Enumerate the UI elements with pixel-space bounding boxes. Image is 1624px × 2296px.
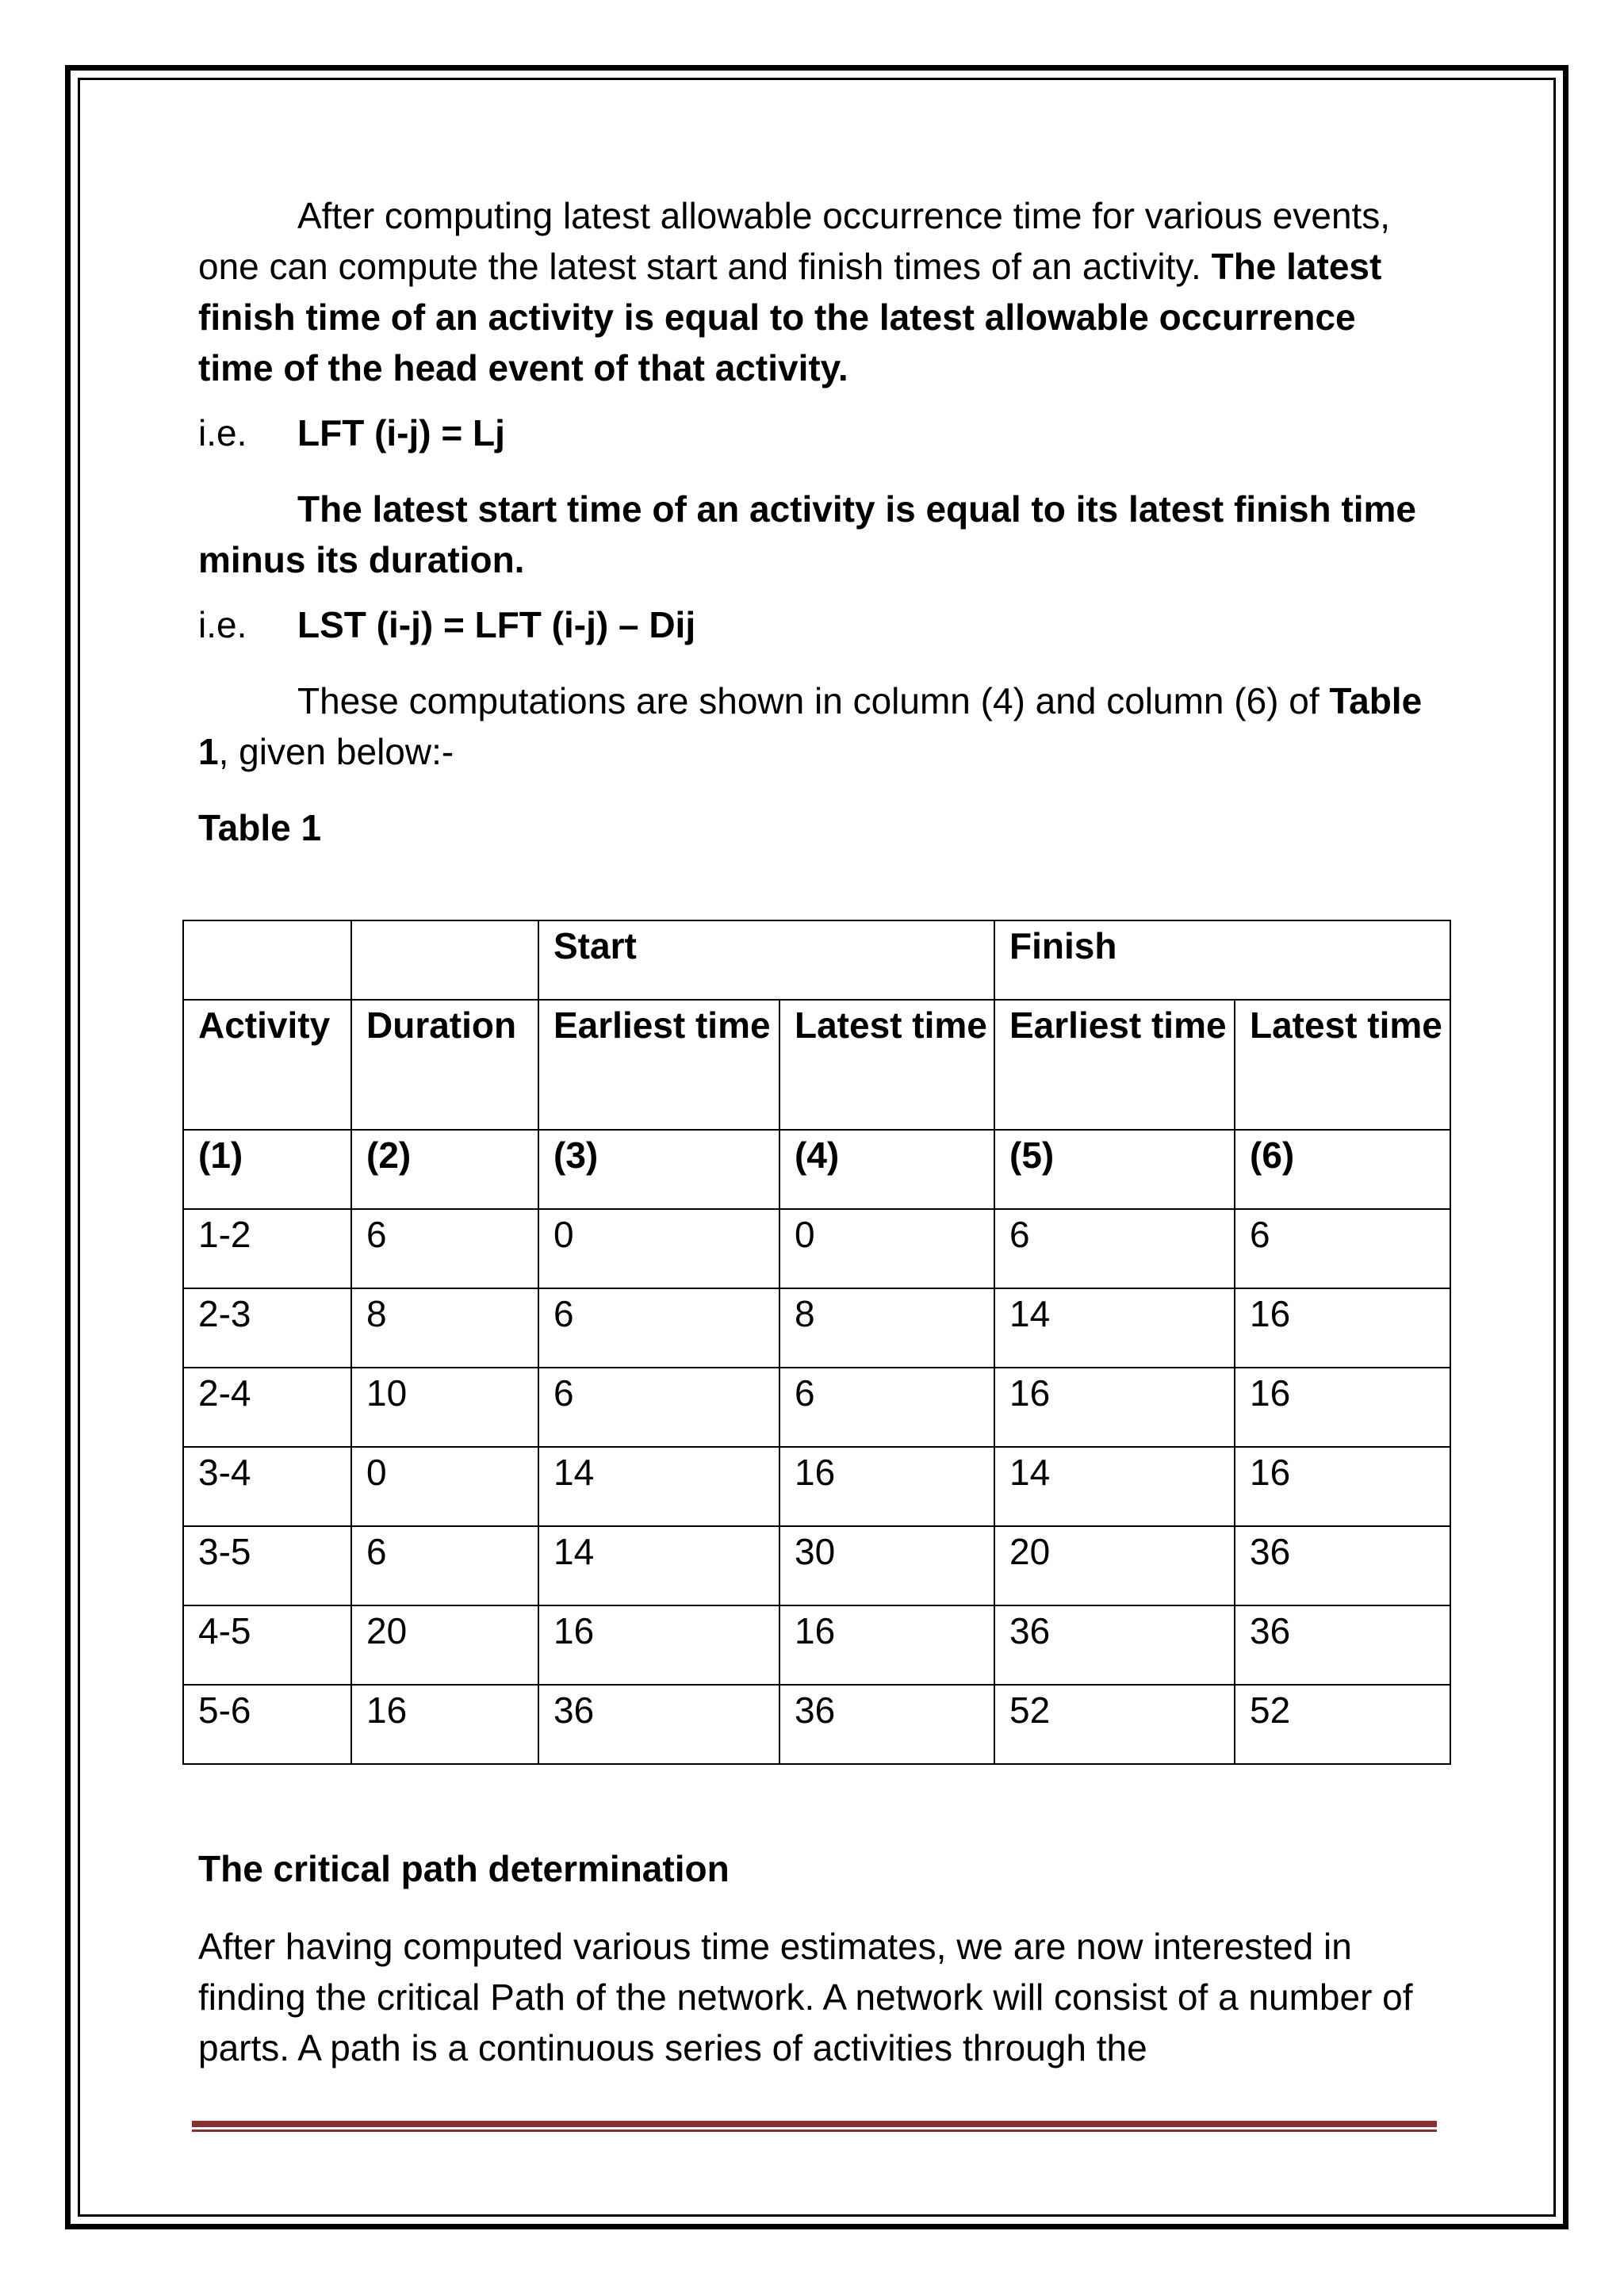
table-cell: 8 [779, 1288, 994, 1368]
table-row [183, 1605, 1450, 1685]
lst-definition: The latest start time of an activity is equal to its latest finish time minus its duration. [198, 488, 1417, 580]
table-cell: 6 [779, 1368, 994, 1447]
table-cell: 4-5 [183, 1605, 351, 1685]
computations-suffix: , given below:- [218, 731, 454, 772]
intro-bold-text: The latest finish time of an activity is equal to the latest allowable occurrence time of the head event of that activity. [198, 246, 1382, 388]
section-body: After having computed various time estimates, we are now interested in finding the critical Path of the network. A network will consist of a number of parts. A path is a continuous series of activities through the [198, 1926, 1413, 2068]
lft-formula [198, 408, 1435, 458]
table-cell: 20 [994, 1526, 1235, 1605]
table-cell: 16 [1235, 1447, 1450, 1526]
table-cell: 36 [1235, 1605, 1450, 1685]
table-row [183, 1368, 1450, 1447]
table-row [183, 1288, 1450, 1368]
table-cell: 6 [1235, 1209, 1450, 1288]
table-cell: 16 [994, 1368, 1235, 1447]
table-1 [182, 920, 1451, 1765]
table-cell: 14 [994, 1447, 1235, 1526]
table-row [183, 1447, 1450, 1526]
column-number: (1) [183, 1130, 351, 1209]
table-cell: 14 [994, 1288, 1235, 1368]
table-cell: 30 [779, 1526, 994, 1605]
table-cell: 6 [538, 1368, 779, 1447]
table-cell: 36 [779, 1685, 994, 1764]
finish-group-header: Finish [994, 920, 1450, 1000]
footer-rule-thin [192, 2130, 1437, 2132]
start-group-header: Start [538, 920, 994, 1000]
lft-formula-expression: LFT (i-j) = Lj [297, 412, 505, 453]
column-number: (2) [351, 1130, 538, 1209]
finish-latest-header: Latest time [1235, 1000, 1450, 1130]
table-cell: 10 [351, 1368, 538, 1447]
table-cell: 16 [779, 1447, 994, 1526]
lft-formula-prefix: i.e. [198, 412, 247, 453]
column-number: (4) [779, 1130, 994, 1209]
page-content [198, 190, 1435, 853]
column-number: (6) [1235, 1130, 1450, 1209]
table-cell: 36 [1235, 1526, 1450, 1605]
table-row [183, 1685, 1450, 1764]
column-number: (5) [994, 1130, 1235, 1209]
table-cell: 6 [351, 1526, 538, 1605]
computations-text: These computations are shown in column (4) and column (6) of [297, 680, 1320, 721]
table-cell: 6 [538, 1288, 779, 1368]
table-cell: 16 [538, 1605, 779, 1685]
table-reference: Table 1 [198, 680, 1423, 772]
table-group-header-row [183, 920, 1450, 1000]
table-cell: 36 [538, 1685, 779, 1764]
table-cell: 2-3 [183, 1288, 351, 1368]
table-cell: 3-5 [183, 1526, 351, 1605]
table-cell: 36 [994, 1605, 1235, 1685]
table-cell: 5-6 [183, 1685, 351, 1764]
table-cell: 1-2 [183, 1209, 351, 1288]
table-cell: 0 [351, 1447, 538, 1526]
table-cell: 16 [779, 1605, 994, 1685]
table-cell: 16 [1235, 1288, 1450, 1368]
lst-formula [198, 599, 1435, 650]
duration-header: Duration [351, 1000, 538, 1130]
start-latest-header: Latest time [779, 1000, 994, 1130]
table-row [183, 1526, 1450, 1605]
table-cell: 3-4 [183, 1447, 351, 1526]
table-cell: 0 [538, 1209, 779, 1288]
table-cell: 14 [538, 1447, 779, 1526]
footer-rule [192, 2121, 1437, 2127]
column-number: (3) [538, 1130, 779, 1209]
table-cell: 20 [351, 1605, 538, 1685]
activity-header: Activity [183, 1000, 351, 1130]
table-cell: 6 [994, 1209, 1235, 1288]
section-title: The critical path determination [198, 1848, 730, 1889]
intro-paragraph [198, 190, 1435, 393]
section-content [198, 1843, 1435, 2073]
table-cell: 14 [538, 1526, 779, 1605]
table-cell: 16 [1235, 1368, 1450, 1447]
table-cell: 52 [994, 1685, 1235, 1764]
lst-formula-prefix: i.e. [198, 604, 247, 645]
column-number-row [183, 1130, 1450, 1209]
table-cell: 52 [1235, 1685, 1450, 1764]
lst-formula-expression: LST (i-j) = LFT (i-j) – Dij [297, 604, 696, 645]
finish-earliest-header: Earliest time [994, 1000, 1235, 1130]
table-caption: Table 1 [198, 807, 322, 848]
table-row [183, 1209, 1450, 1288]
computations-paragraph [198, 675, 1435, 777]
intro-plain-text: After computing latest allowable occurrence time for various events, one can compute the latest start and finish times of an activity. [198, 195, 1391, 287]
table-cell: 6 [351, 1209, 538, 1288]
start-earliest-header: Earliest time [538, 1000, 779, 1130]
table-cell: 8 [351, 1288, 538, 1368]
table-cell-empty [351, 920, 538, 1000]
table-cell: 2-4 [183, 1368, 351, 1447]
table-cell: 0 [779, 1209, 994, 1288]
table-cell-empty [183, 920, 351, 1000]
table-cell: 16 [351, 1685, 538, 1764]
table-header-row [183, 1000, 1450, 1130]
